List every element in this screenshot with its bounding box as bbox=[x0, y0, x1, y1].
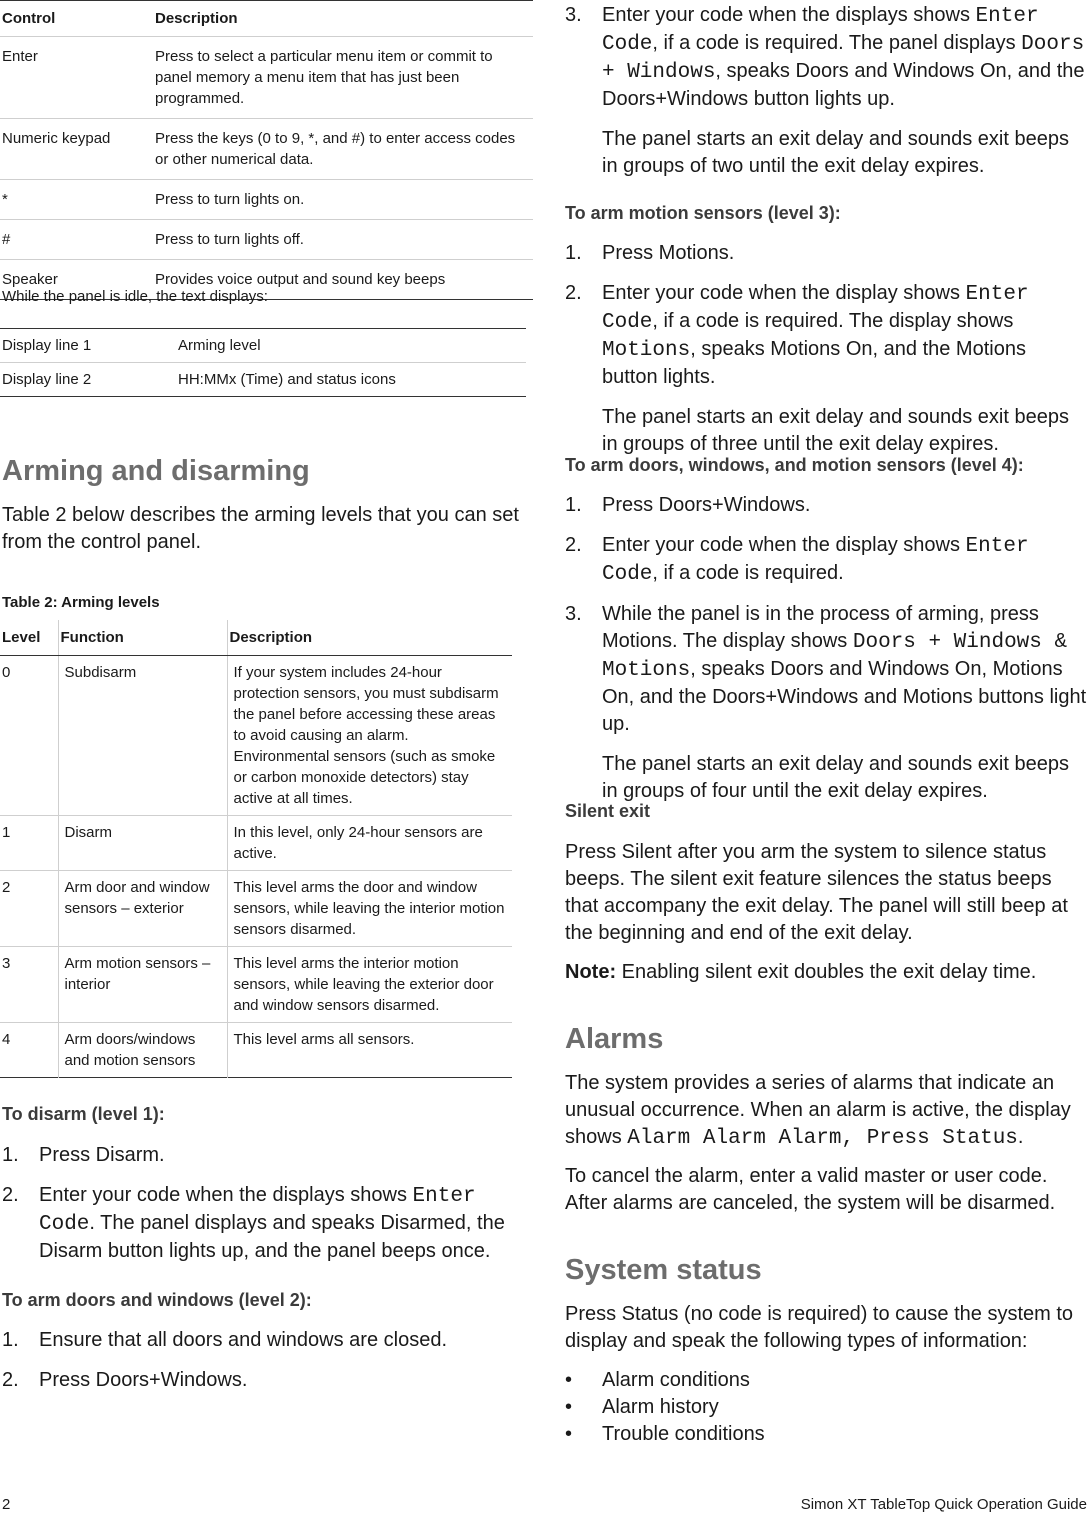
table-row bbox=[0, 180, 533, 220]
header-description: Description bbox=[153, 1, 533, 37]
function-cell: Disarm bbox=[58, 816, 227, 871]
table-row bbox=[0, 947, 512, 1023]
arming-intro: Table 2 below describes the arming levels that you can set from the control panel. bbox=[2, 504, 519, 553]
control-cell: Numeric keypad bbox=[2, 130, 111, 147]
step-text: , if a code is required. bbox=[652, 562, 844, 584]
controls-table bbox=[0, 0, 533, 300]
display-code: Enter Code bbox=[39, 1185, 476, 1236]
table-row bbox=[0, 329, 526, 363]
step-text: , speaks Motions On, and the Motions button lights. bbox=[602, 338, 1026, 388]
step-number: 2. bbox=[565, 534, 582, 556]
display-code: Enter Code bbox=[602, 5, 1039, 56]
function-cell: Arm door and window sensors – exterior bbox=[58, 871, 227, 947]
list-item bbox=[565, 532, 1087, 588]
function-cell: Subdisarm bbox=[58, 656, 227, 816]
step-text: , if a code is required. The display shows bbox=[652, 310, 1014, 332]
list-item bbox=[2, 1367, 512, 1394]
level-cell: 3 bbox=[0, 947, 58, 1023]
step-text: . The panel displays and speaks Disarmed, the Disarm button lights up, and the panel beeps once. bbox=[39, 1212, 505, 1262]
function-cell: Arm doors/windows and motion sensors bbox=[58, 1023, 227, 1078]
idle-note: While the panel is idle, the text displays: bbox=[2, 288, 268, 305]
list-item: • Alarm conditions bbox=[565, 1367, 765, 1394]
controls-table-header bbox=[0, 1, 533, 37]
header-function: Function bbox=[58, 620, 227, 656]
display-content-cell: Arming level bbox=[178, 337, 261, 354]
step-text: Enter your code when the display shows bbox=[602, 534, 966, 556]
step-number: 2. bbox=[2, 1184, 19, 1206]
header-description: Description bbox=[227, 620, 512, 656]
display-code: Doors + Windows bbox=[602, 33, 1085, 84]
description-cell: This level arms the interior motion sensors, while leaving the exterior door and window sensors disarmed. bbox=[233, 955, 494, 1014]
disarm-steps bbox=[2, 1142, 512, 1265]
table-row bbox=[0, 119, 533, 180]
control-cell: * bbox=[2, 191, 8, 208]
list-item bbox=[565, 280, 1087, 458]
step-text: Ensure that all doors and windows are closed. bbox=[39, 1329, 448, 1351]
list-item: • Alarm history bbox=[565, 1394, 765, 1421]
step-text: , if a code is required. The panel displays bbox=[652, 32, 1022, 54]
list-item bbox=[2, 1327, 512, 1354]
guide-title: Simon XT TableTop Quick Operation Guide bbox=[800, 1496, 1087, 1513]
step-text: Press Doors+Windows. bbox=[39, 1369, 248, 1391]
silent-exit-heading: Silent exit bbox=[565, 801, 651, 821]
step-note: The panel starts an exit delay and sounds exit beeps in groups of four until the exit delay expires. bbox=[602, 753, 1069, 802]
arming-levels-header bbox=[0, 620, 512, 656]
system-status-heading: System status bbox=[565, 1254, 762, 1286]
step-text: Enter your code when the display shows bbox=[602, 282, 966, 304]
description-cell: Press to turn lights off. bbox=[155, 231, 304, 248]
arm-level4-heading: To arm doors, windows, and motion sensors (level 4): bbox=[565, 455, 1024, 475]
header-control: Control bbox=[0, 1, 153, 37]
list-item bbox=[565, 492, 1087, 519]
description-cell: This level arms the door and window sensors, while leaving the interior motion sensors disarmed. bbox=[233, 879, 505, 938]
arming-heading: Arming and disarming bbox=[2, 455, 310, 487]
alarms-heading: Alarms bbox=[565, 1023, 664, 1055]
silent-exit-body: Press Silent after you arm the system to silence status beeps. The silent exit feature silences the status beeps that accompany the exit delay. The panel will still beep at the beginning and end of the exit delay. bbox=[565, 841, 1068, 944]
page-number: 2 bbox=[2, 1496, 11, 1513]
step-text: Press Doors+Windows. bbox=[602, 494, 811, 516]
display-code: Enter Code bbox=[602, 283, 1029, 334]
level-cell: 4 bbox=[0, 1023, 58, 1078]
alarms-body bbox=[565, 1070, 1089, 1152]
table-row bbox=[0, 656, 512, 816]
arm-level3-heading: To arm motion sensors (level 3): bbox=[565, 203, 841, 223]
table-row bbox=[0, 363, 526, 397]
arm-level3-steps bbox=[565, 240, 1087, 458]
table-row bbox=[0, 871, 512, 947]
description-cell: Press to select a particular menu item or commit to panel memory a menu item that has just been programmed. bbox=[155, 48, 493, 107]
list-item: • Trouble conditions bbox=[565, 1421, 765, 1448]
step-text: , speaks Doors and Windows On, and the Doors+Windows button lights up. bbox=[602, 60, 1085, 110]
description-cell: In this level, only 24-hour sensors are active. bbox=[233, 824, 483, 862]
list-item bbox=[2, 1182, 512, 1265]
display-content-cell: HH:MMx (Time) and status icons bbox=[178, 371, 396, 388]
description-cell: This level arms all sensors. bbox=[233, 1031, 415, 1048]
display-code: Motions bbox=[602, 339, 691, 362]
table-row bbox=[0, 220, 533, 260]
list-item bbox=[565, 601, 1087, 805]
step-number: 1. bbox=[565, 494, 582, 516]
display-line-cell: Display line 1 bbox=[2, 337, 92, 354]
header-level: Level bbox=[0, 620, 58, 656]
step-note: The panel starts an exit delay and sounds exit beeps in groups of two until the exit delay expires. bbox=[602, 128, 1069, 177]
arm-level2-steps-left bbox=[2, 1327, 512, 1394]
alarms-text: The system provides a series of alarms that indicate an unusual occurrence. When an alarm is active, the display shows bbox=[565, 1072, 1071, 1148]
step-note: The panel starts an exit delay and sounds exit beeps in groups of three until the exit delay expires. bbox=[602, 406, 1069, 455]
arm-level2-steps-right bbox=[565, 2, 1087, 180]
step-number: 3. bbox=[565, 4, 582, 26]
step-number: 1. bbox=[565, 242, 582, 264]
description-cell: If your system includes 24-hour protection sensors, you must subdisarm the panel before accessing these areas to avoid causing an alarm. Environmental sensors (such as smoke or carbon monoxide detectors) stay active at all times. bbox=[233, 664, 499, 807]
table-row bbox=[0, 37, 533, 119]
display-code: Enter Code bbox=[602, 535, 1029, 586]
table-row bbox=[0, 816, 512, 871]
alarms-text: . bbox=[1017, 1126, 1024, 1148]
list-item bbox=[2, 1142, 512, 1169]
control-cell: Speaker bbox=[2, 271, 58, 288]
alarms-cancel: To cancel the alarm, enter a valid master or user code. After alarms are canceled, the system will be disarmed. bbox=[565, 1165, 1056, 1214]
step-number: 2. bbox=[565, 282, 582, 304]
system-status-body: Press Status (no code is required) to cause the system to display and speak the following types of information: bbox=[565, 1303, 1074, 1352]
control-cell: # bbox=[2, 231, 11, 248]
list-item bbox=[565, 240, 1087, 267]
display-code: Alarm Alarm Alarm, Press Status bbox=[627, 1127, 1018, 1150]
table-caption: Table 2: Arming levels bbox=[2, 594, 160, 611]
silent-exit-note bbox=[565, 959, 1087, 986]
description-cell: Press the keys (0 to 9, *, and #) to enter access codes or other numerical data. bbox=[155, 130, 516, 168]
step-text: Press Motions. bbox=[602, 242, 735, 264]
level-cell: 1 bbox=[0, 816, 58, 871]
control-cell: Enter bbox=[2, 48, 38, 65]
table-row bbox=[0, 1023, 512, 1078]
step-text: Enter your code when the displays shows bbox=[602, 4, 976, 26]
description-cell: Provides voice output and sound key beeps bbox=[155, 271, 446, 288]
step-number: 2. bbox=[2, 1369, 19, 1391]
note-text: Enabling silent exit doubles the exit delay time. bbox=[616, 961, 1037, 983]
description-cell: Press to turn lights on. bbox=[155, 191, 305, 208]
list-item bbox=[565, 2, 1087, 180]
step-text: Press Disarm. bbox=[39, 1144, 165, 1166]
arm-level4-steps bbox=[565, 492, 1087, 805]
step-text: Enter your code when the displays shows bbox=[39, 1184, 413, 1206]
status-info-list bbox=[565, 1367, 765, 1448]
arming-levels-table bbox=[0, 620, 512, 1078]
display-table bbox=[0, 328, 526, 397]
disarm-heading: To disarm (level 1): bbox=[2, 1104, 165, 1124]
note-label: Note: bbox=[565, 961, 617, 983]
display-code: Doors + Windows & Motions bbox=[602, 631, 1068, 682]
level-cell: 2 bbox=[0, 871, 58, 947]
arm-level2-heading: To arm doors and windows (level 2): bbox=[2, 1290, 312, 1310]
step-number: 3. bbox=[565, 603, 582, 625]
level-cell: 0 bbox=[0, 656, 58, 816]
step-text: , speaks Doors and Windows On, Motions On, and the Doors+Windows and Motions buttons light up. bbox=[602, 658, 1087, 735]
display-line-cell: Display line 2 bbox=[2, 371, 92, 388]
step-number: 1. bbox=[2, 1144, 19, 1166]
step-number: 1. bbox=[2, 1329, 19, 1351]
function-cell: Arm motion sensors – interior bbox=[58, 947, 227, 1023]
step-text: While the panel is in the process of arming, press Motions. The display shows bbox=[602, 603, 1039, 652]
